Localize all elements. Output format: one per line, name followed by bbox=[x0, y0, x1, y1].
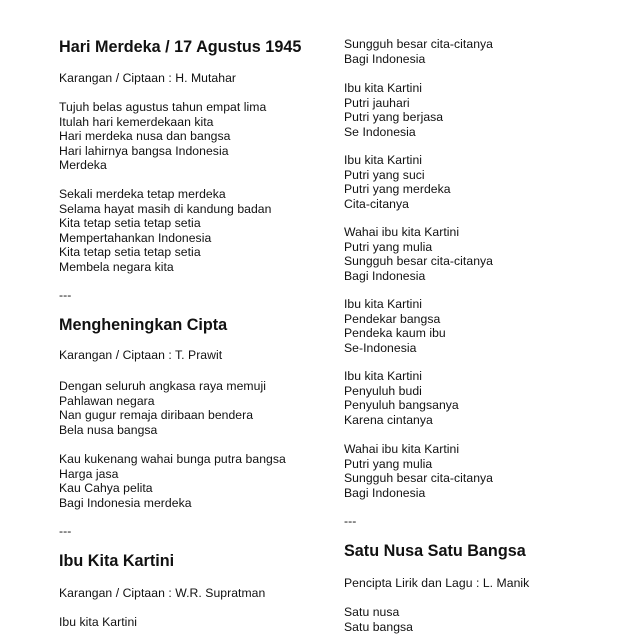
lyric-line: Penyuluh budi bbox=[344, 383, 422, 398]
song-author: Pencipta Lirik dan Lagu : L. Manik bbox=[344, 576, 530, 590]
lyric-line: Kau kukenang wahai bunga putra bangsa bbox=[59, 452, 286, 466]
lyric-line: Pahlawan negara bbox=[59, 393, 155, 408]
lyric-line: Putri yang mulia bbox=[344, 239, 433, 254]
song-author: Karangan / Ciptaan : T. Prawit bbox=[59, 348, 223, 362]
lyric-line: Sungguh besar cita-citanya bbox=[344, 471, 493, 485]
lyric-line: Ibu kita Kartini bbox=[59, 615, 138, 629]
lyric-line: Se-Indonesia bbox=[344, 340, 417, 355]
lyric-line: Pendeka kaum ibu bbox=[344, 326, 446, 340]
lyric-line: Wahai ibu kita Kartini bbox=[344, 442, 460, 456]
lyric-line: Sungguh besar cita-citanya bbox=[344, 254, 493, 268]
lyric-line: Mempertahankan Indonesia bbox=[59, 230, 212, 245]
lyric-line: Bagi Indonesia bbox=[344, 485, 426, 500]
lyric-line: Hari lahirnya bangsa Indonesia bbox=[59, 143, 229, 158]
lyric-line: Cita-citanya bbox=[344, 196, 409, 211]
lyric-line: Harga jasa bbox=[59, 466, 119, 481]
lyric-line: Itulah hari kemerdekaan kita bbox=[59, 114, 214, 129]
lyric-line: Ibu kita Kartini bbox=[344, 297, 423, 311]
lyric-line: Putri yang merdeka bbox=[344, 182, 451, 196]
lyric-line: Kita tetap setia tetap setia bbox=[59, 216, 201, 230]
lyric-line: Putri jauhari bbox=[344, 95, 410, 110]
song-author: Karangan / Ciptaan : H. Mutahar bbox=[59, 71, 237, 85]
lyric-line: Putri yang berjasa bbox=[344, 110, 444, 124]
lyric-line: Karena cintanya bbox=[344, 412, 433, 427]
song-title: Mengheningkan Cipta bbox=[59, 316, 228, 334]
lyric-line: Sungguh besar cita-citanya bbox=[344, 37, 493, 51]
lyric-line: Putri yang suci bbox=[344, 167, 425, 182]
lyric-line: Dengan seluruh angkasa raya memuji bbox=[59, 379, 266, 393]
lyric-line: Ibu kita Kartini bbox=[344, 153, 423, 167]
lyric-line: Bagi Indonesia bbox=[344, 268, 426, 283]
lyric-line: Bagi Indonesia bbox=[344, 51, 426, 66]
lyric-line: Satu bangsa bbox=[344, 619, 413, 634]
lyric-line: Nan gugur remaja diribaan bendera bbox=[59, 408, 254, 422]
lyric-line: Ibu kita Kartini bbox=[344, 81, 423, 95]
separator: --- bbox=[59, 524, 72, 538]
lyric-line: Penyuluh bangsanya bbox=[344, 398, 459, 412]
lyric-line: Pendekar bangsa bbox=[344, 311, 441, 326]
lyric-line: Satu nusa bbox=[344, 605, 400, 619]
lyric-line: Merdeka bbox=[59, 158, 107, 172]
lyric-line: Tujuh belas agustus tahun empat lima bbox=[59, 100, 267, 114]
lyric-line: Membela negara kita bbox=[59, 259, 174, 274]
lyric-line: Ibu kita Kartini bbox=[344, 369, 423, 383]
lyric-line: Selama hayat masih di kandung badan bbox=[59, 201, 272, 216]
separator: --- bbox=[59, 288, 72, 302]
song-title: Satu Nusa Satu Bangsa bbox=[344, 542, 526, 560]
lyric-line: Se Indonesia bbox=[344, 124, 416, 139]
song-title: Ibu Kita Kartini bbox=[59, 552, 175, 570]
song-title: Hari Merdeka / 17 Agustus 1945 bbox=[59, 38, 302, 56]
lyric-line: Wahai ibu kita Kartini bbox=[344, 225, 460, 239]
lyric-line: Sekali merdeka tetap merdeka bbox=[59, 187, 226, 201]
lyric-line: Hari merdeka nusa dan bangsa bbox=[59, 129, 231, 143]
separator: --- bbox=[344, 514, 357, 528]
lyric-line: Bagi Indonesia merdeka bbox=[59, 495, 192, 510]
song-author: Karangan / Ciptaan : W.R. Supratman bbox=[59, 586, 266, 600]
lyric-line: Bela nusa bangsa bbox=[59, 422, 158, 437]
lyric-line: Kau Cahya pelita bbox=[59, 481, 153, 495]
lyric-line: Kita tetap setia tetap setia bbox=[59, 245, 201, 259]
lyric-line: Putri yang mulia bbox=[344, 456, 433, 471]
